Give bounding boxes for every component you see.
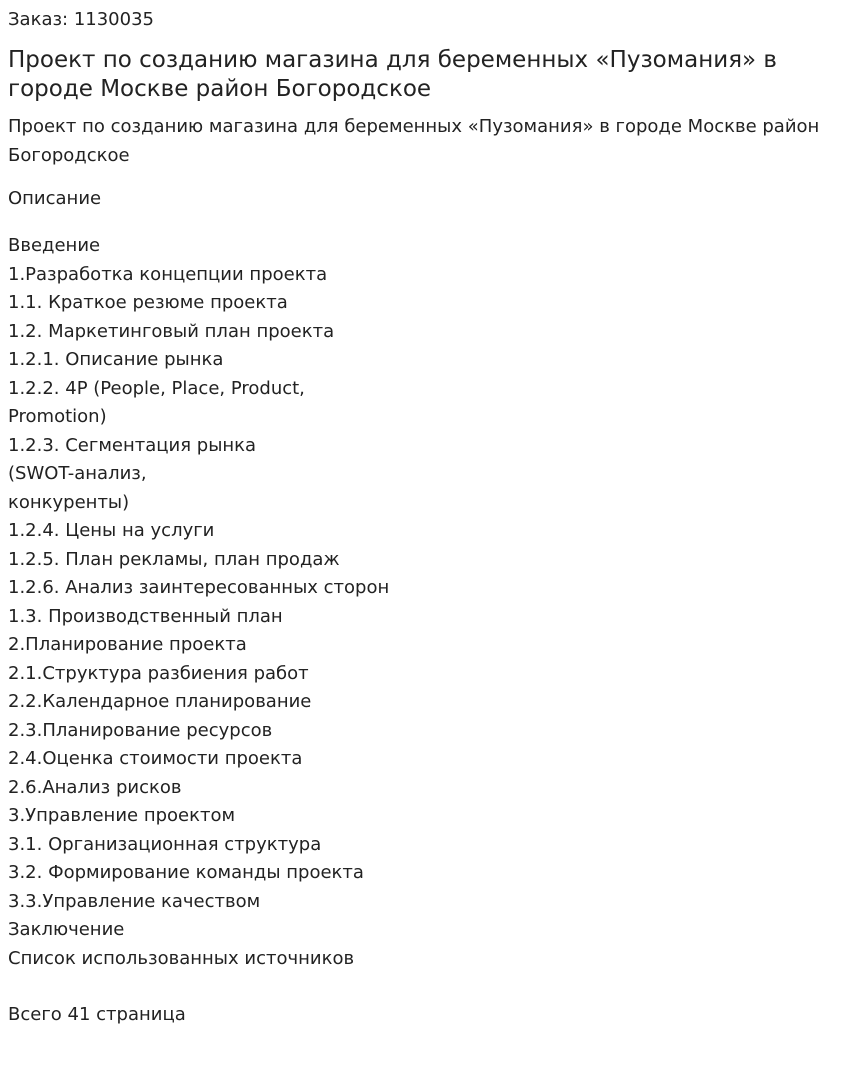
order-number: Заказ: 1130035: [8, 9, 154, 30]
total-pages: Всего 41 страница: [8, 1004, 186, 1025]
toc-item: 1.2.4. Цены на услуги: [8, 520, 215, 541]
toc-item: 1.2.2. 4P (People, Place, Product,: [8, 377, 305, 399]
toc-item: 2.1.Структура разбиения работ: [8, 662, 309, 684]
toc-item: конкуренты): [8, 491, 130, 513]
toc-item: 3.2. Формирование команды проекта: [8, 862, 364, 883]
toc-item: 3.3.Управление качеством: [8, 890, 261, 912]
description-heading: Описание: [8, 188, 102, 209]
toc-item: 1.Разработка концепции проекта: [8, 263, 328, 285]
table-of-contents: [8, 232, 839, 973]
toc-item: 1.2.1. Описание рынка: [8, 349, 224, 370]
toc-item: 3.Управление проектом: [8, 805, 236, 826]
toc-item: 1.2.6. Анализ заинтересованных сторон: [8, 577, 390, 598]
toc-item: 1.2. Маркетинговый план проекта: [8, 320, 335, 342]
toc-item: Введение: [8, 235, 101, 256]
toc-item: 2.Планирование проекта: [8, 634, 247, 655]
toc-item: Список использованных источников: [8, 947, 355, 969]
toc-item: 1.2.3. Сегментация рынка: [8, 434, 257, 456]
toc-item: 2.2.Календарное планирование: [8, 691, 312, 712]
page-title: Проект по созданию магазина для беременных «Пузомания» в городе Москве район Богородское: [8, 47, 777, 102]
toc-item: Заключение: [8, 919, 125, 940]
toc-item: 1.3. Производственный план: [8, 605, 283, 627]
page-subtitle: Проект по созданию магазина для беременных «Пузомания» в городе Москве район Богородское: [8, 116, 820, 166]
toc-item: 2.4.Оценка стоимости проекта: [8, 748, 303, 769]
toc-item: 2.6.Анализ рисков: [8, 776, 182, 798]
toc-item: 1.1. Краткое резюме проекта: [8, 292, 288, 313]
toc-item: 2.3.Планирование ресурсов: [8, 719, 273, 741]
toc-item: 3.1. Организационная структура: [8, 833, 322, 855]
toc-item: (SWOT-анализ,: [8, 463, 147, 484]
toc-item: Promotion): [8, 406, 107, 427]
toc-item: 1.2.5. План рекламы, план продаж: [8, 548, 340, 570]
